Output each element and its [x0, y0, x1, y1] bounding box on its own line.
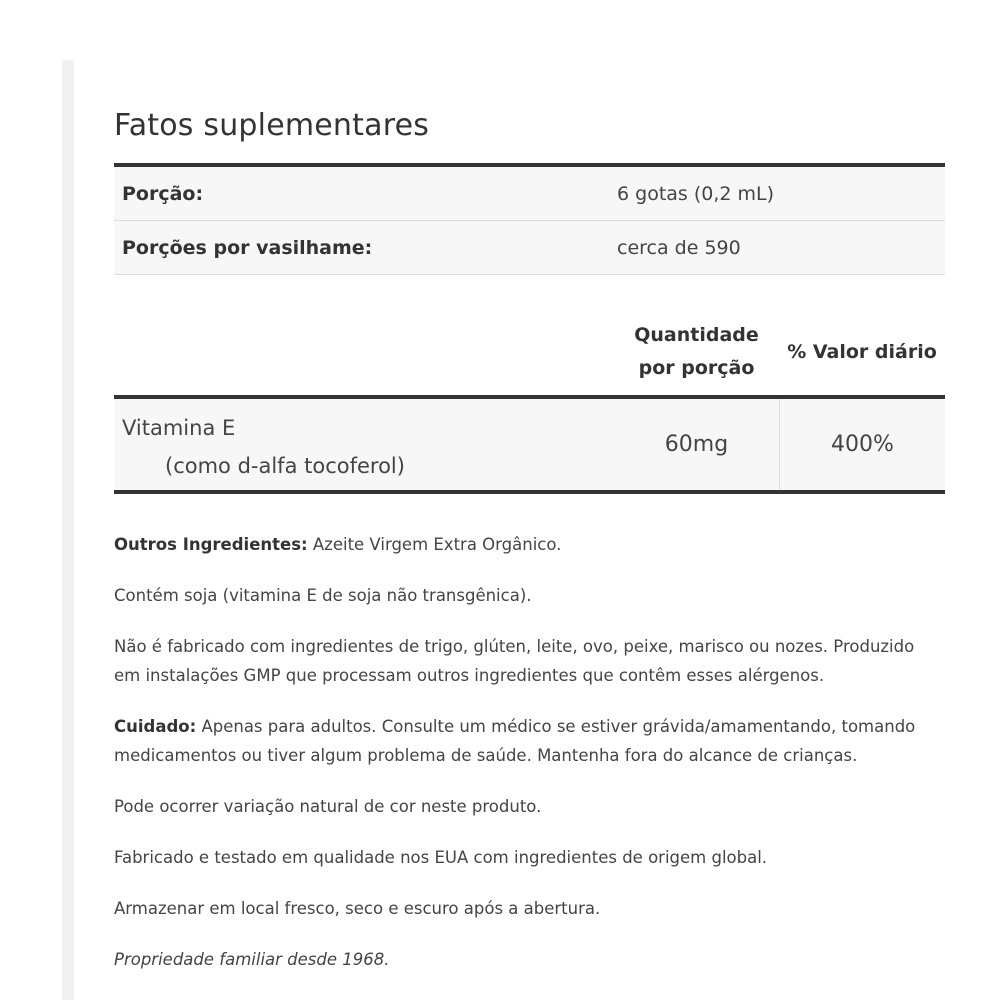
family-owned-paragraph: Propriedade familiar desde 1968.	[114, 950, 390, 969]
servings-per-container-label: Porções por vasilhame:	[114, 221, 609, 275]
nutrient-amount: 60mg	[664, 432, 729, 457]
amount-per-serving-header	[614, 319, 779, 385]
table-row	[114, 165, 945, 221]
nutrition-table-header	[114, 308, 945, 399]
allergen-paragraph: Não é fabricado com ingredientes de trigo, glúten, leite, ovo, peixe, marisco ou nozes. Produzido em instalações GMP que processam outros ingredientes que contêm esses alérgenos.	[114, 637, 915, 685]
caution-text: Apenas para adultos. Consulte um médico se estiver grávida/amamentando, tomando medicamentos ou tiver algum problema de saúde. Mantenha fora do alcance de crianças.	[114, 717, 916, 765]
supplement-facts-panel	[62, 60, 1000, 1000]
caution-label: Cuidado:	[114, 717, 197, 736]
nutrient-name: Vitamina E	[122, 416, 236, 440]
product-notes	[114, 530, 945, 996]
storage-paragraph: Armazenar em local fresco, seco e escuro após a abertura.	[114, 899, 601, 918]
other-ingredients-text: Azeite Virgem Extra Orgânico.	[307, 535, 562, 554]
daily-value-header: % Valor diário	[787, 341, 937, 363]
serving-info-table	[114, 163, 945, 275]
amount-header-line1: Quantidade	[634, 324, 759, 346]
other-ingredients-paragraph	[114, 530, 945, 559]
nutrient-row-vitamin-e	[114, 399, 945, 494]
made-in-paragraph: Fabricado e testado em qualidade nos EUA com ingredientes de origem global.	[114, 848, 768, 867]
nutrient-name-cell	[122, 409, 405, 485]
amount-header-line2: por porção	[638, 357, 755, 379]
serving-size-label: Porção:	[114, 165, 609, 221]
color-variation-paragraph: Pode ocorrer variação natural de cor neste produto.	[114, 797, 542, 816]
other-ingredients-label: Outros Ingredientes:	[114, 535, 308, 554]
nutrient-detail: (como d-alfa tocoferol)	[165, 454, 405, 478]
serving-size-value: 6 gotas (0,2 mL)	[609, 165, 945, 221]
table-row	[114, 221, 945, 275]
contains-soy-paragraph: Contém soja (vitamina E de soja não transgênica).	[114, 586, 532, 605]
caution-paragraph	[114, 712, 945, 770]
nutrient-daily-value: 400%	[831, 432, 894, 457]
page-title: Fatos suplementares	[114, 108, 430, 143]
servings-per-container-value: cerca de 590	[609, 221, 945, 275]
